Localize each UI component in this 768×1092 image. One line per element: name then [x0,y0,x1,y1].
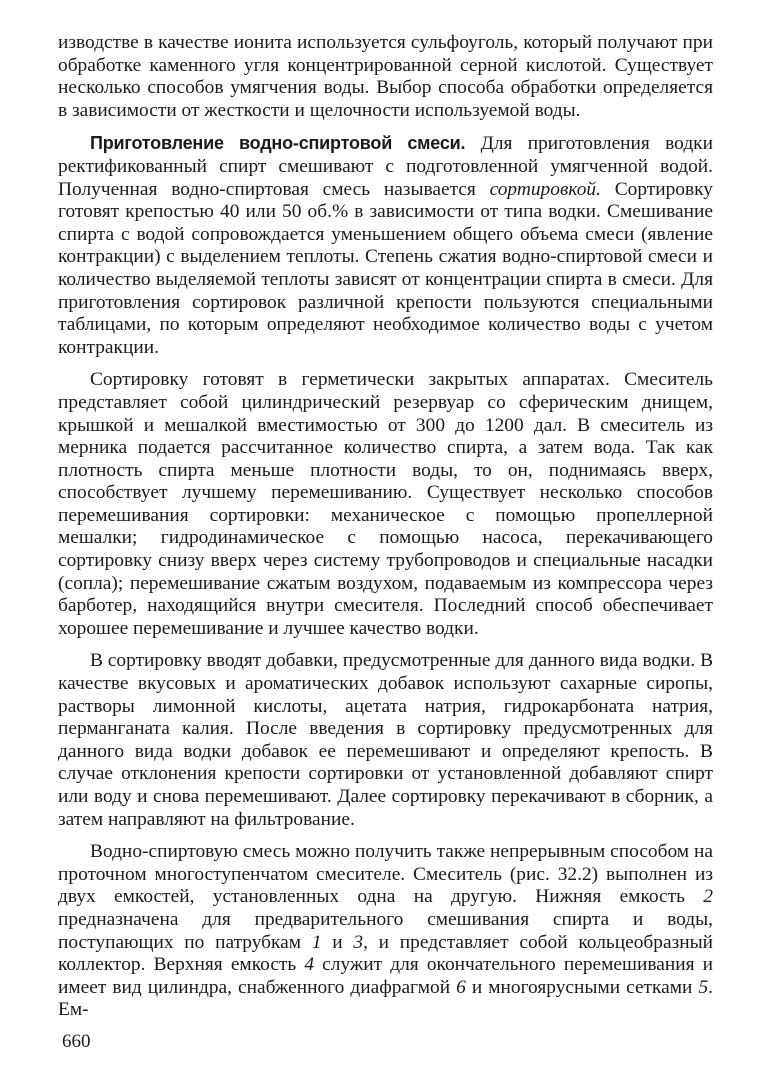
section-heading: Приготовление водно-спиртовой смеси. [90,133,466,154]
ref-number-5: 5 [698,976,709,998]
paragraph-3-text: Сортировку готовят в герметически закрытых аппаратах. Смеситель представляет собой цилиндрический резервуар со сферическим днищем, крышкой и мешалкой вместимостью от 300 до 1200 дал. В смеситель из мерника подается рассчитанное количество спирта, а затем вода. Так как плотность спирта меньше плотности воды, то он, поднимаясь вверх, способствует лучшему перемешиванию. Существует несколько способов перемешивания сортировки: механическое с помощью пропеллерной мешалки; гидродинамическое с помощью насоса, перекачивающего сортировку снизу вверх через систему трубопроводов и специальные насадки (сопла); перемешивание сжатым воздухом, подаваемым из компрессора через барботер, находящийся внутри смесителя. Последний способ обеспечивает хорошее перемешивание и лучшее качество водки. [58,369,713,639]
paragraph-3 [58,369,713,640]
ref-number-3: 3 [353,931,364,953]
ref-number-6: 6 [456,976,466,998]
page-body [58,32,713,1022]
paragraph-1 [58,32,713,122]
paragraph-1-text: изводстве в качестве ионита используется сульфоуголь, который получают при обработке каменного угля концентрированной серной кислотой. Существует несколько способов умягчения воды. Выбор способа обработки определяется в зависимости от жесткости и щелочности используемой воды. [58,32,713,121]
paragraph-5-text-d: , и представляет собой кольцеобразный коллектор. Верхняя емкость [58,931,714,976]
paragraph-5-text-f: и многоярусными сетками [465,976,699,998]
paragraph-2 [58,132,713,359]
paragraph-5-text-g: . Ем- [58,976,713,1021]
ref-number-1: 1 [311,931,322,953]
page-number: 660 [62,1031,91,1052]
paragraph-5 [58,841,713,1022]
ref-number-4: 4 [304,954,315,976]
paragraph-2-text-a: Для приготовления водки ректификованный спирт смешивают с подготовленной умягченной водой. Полученная водно-спиртовая смесь называется [58,133,713,200]
paragraph-4-text: В сортировку вводят добавки, предусмотренные для данного вида водки. В качестве вкусовых и ароматических добавок используют сахарные сиропы, растворы лимонной кислоты, ацетата натрия, гидрокарбоната натрия, перманганата калия. После введения в сортировку предусмотренных для данного вида водки добавок ее перемешивают и определяют крепость. В случае отклонения крепости сортировки от установленной добавляют спирт или воду и снова перемешивают. Далее сортировку перекачивают в сборник, а затем направляют на фильтрование. [58,650,713,830]
paragraph-5-text-e: служит для окончательного перемешивания и имеет вид цилиндра, снабженного диафрагмой [58,954,713,998]
ref-number-2: 2 [703,886,713,908]
paragraph-5-text-b: предназначена для предварительного смешивания спирта и воды, поступающих по патрубкам [58,908,713,953]
term-sortirovka: сортировкой. [489,178,601,200]
paragraph-2-text-b: Сортировку готовят крепостью 40 или 50 об.% в зависимости от типа водки. Смешивание спирта с водой сопровождается уменьшением общего объема смеси (явление контракции) с выделением теплоты. Степень сжатия водно-спиртовой смеси и количество выделяемой теплоты зависят от концентрации спирта в смеси. Для приготовления сортировок различной крепости пользуются специальными таблицами, по которым определяют необходимое количество воды с учетом контракции. [58,178,713,358]
paragraph-4 [58,650,713,831]
paragraph-5-text-a: Водно-спиртовую смесь можно получить также непрерывным способом на проточном многоступенчатом смесителе. Смеситель (рис. 32.2) выполнен из двух емкостей, установленных одна на другую. Нижняя емкость [58,841,713,908]
paragraph-5-text-c: и [321,931,354,953]
